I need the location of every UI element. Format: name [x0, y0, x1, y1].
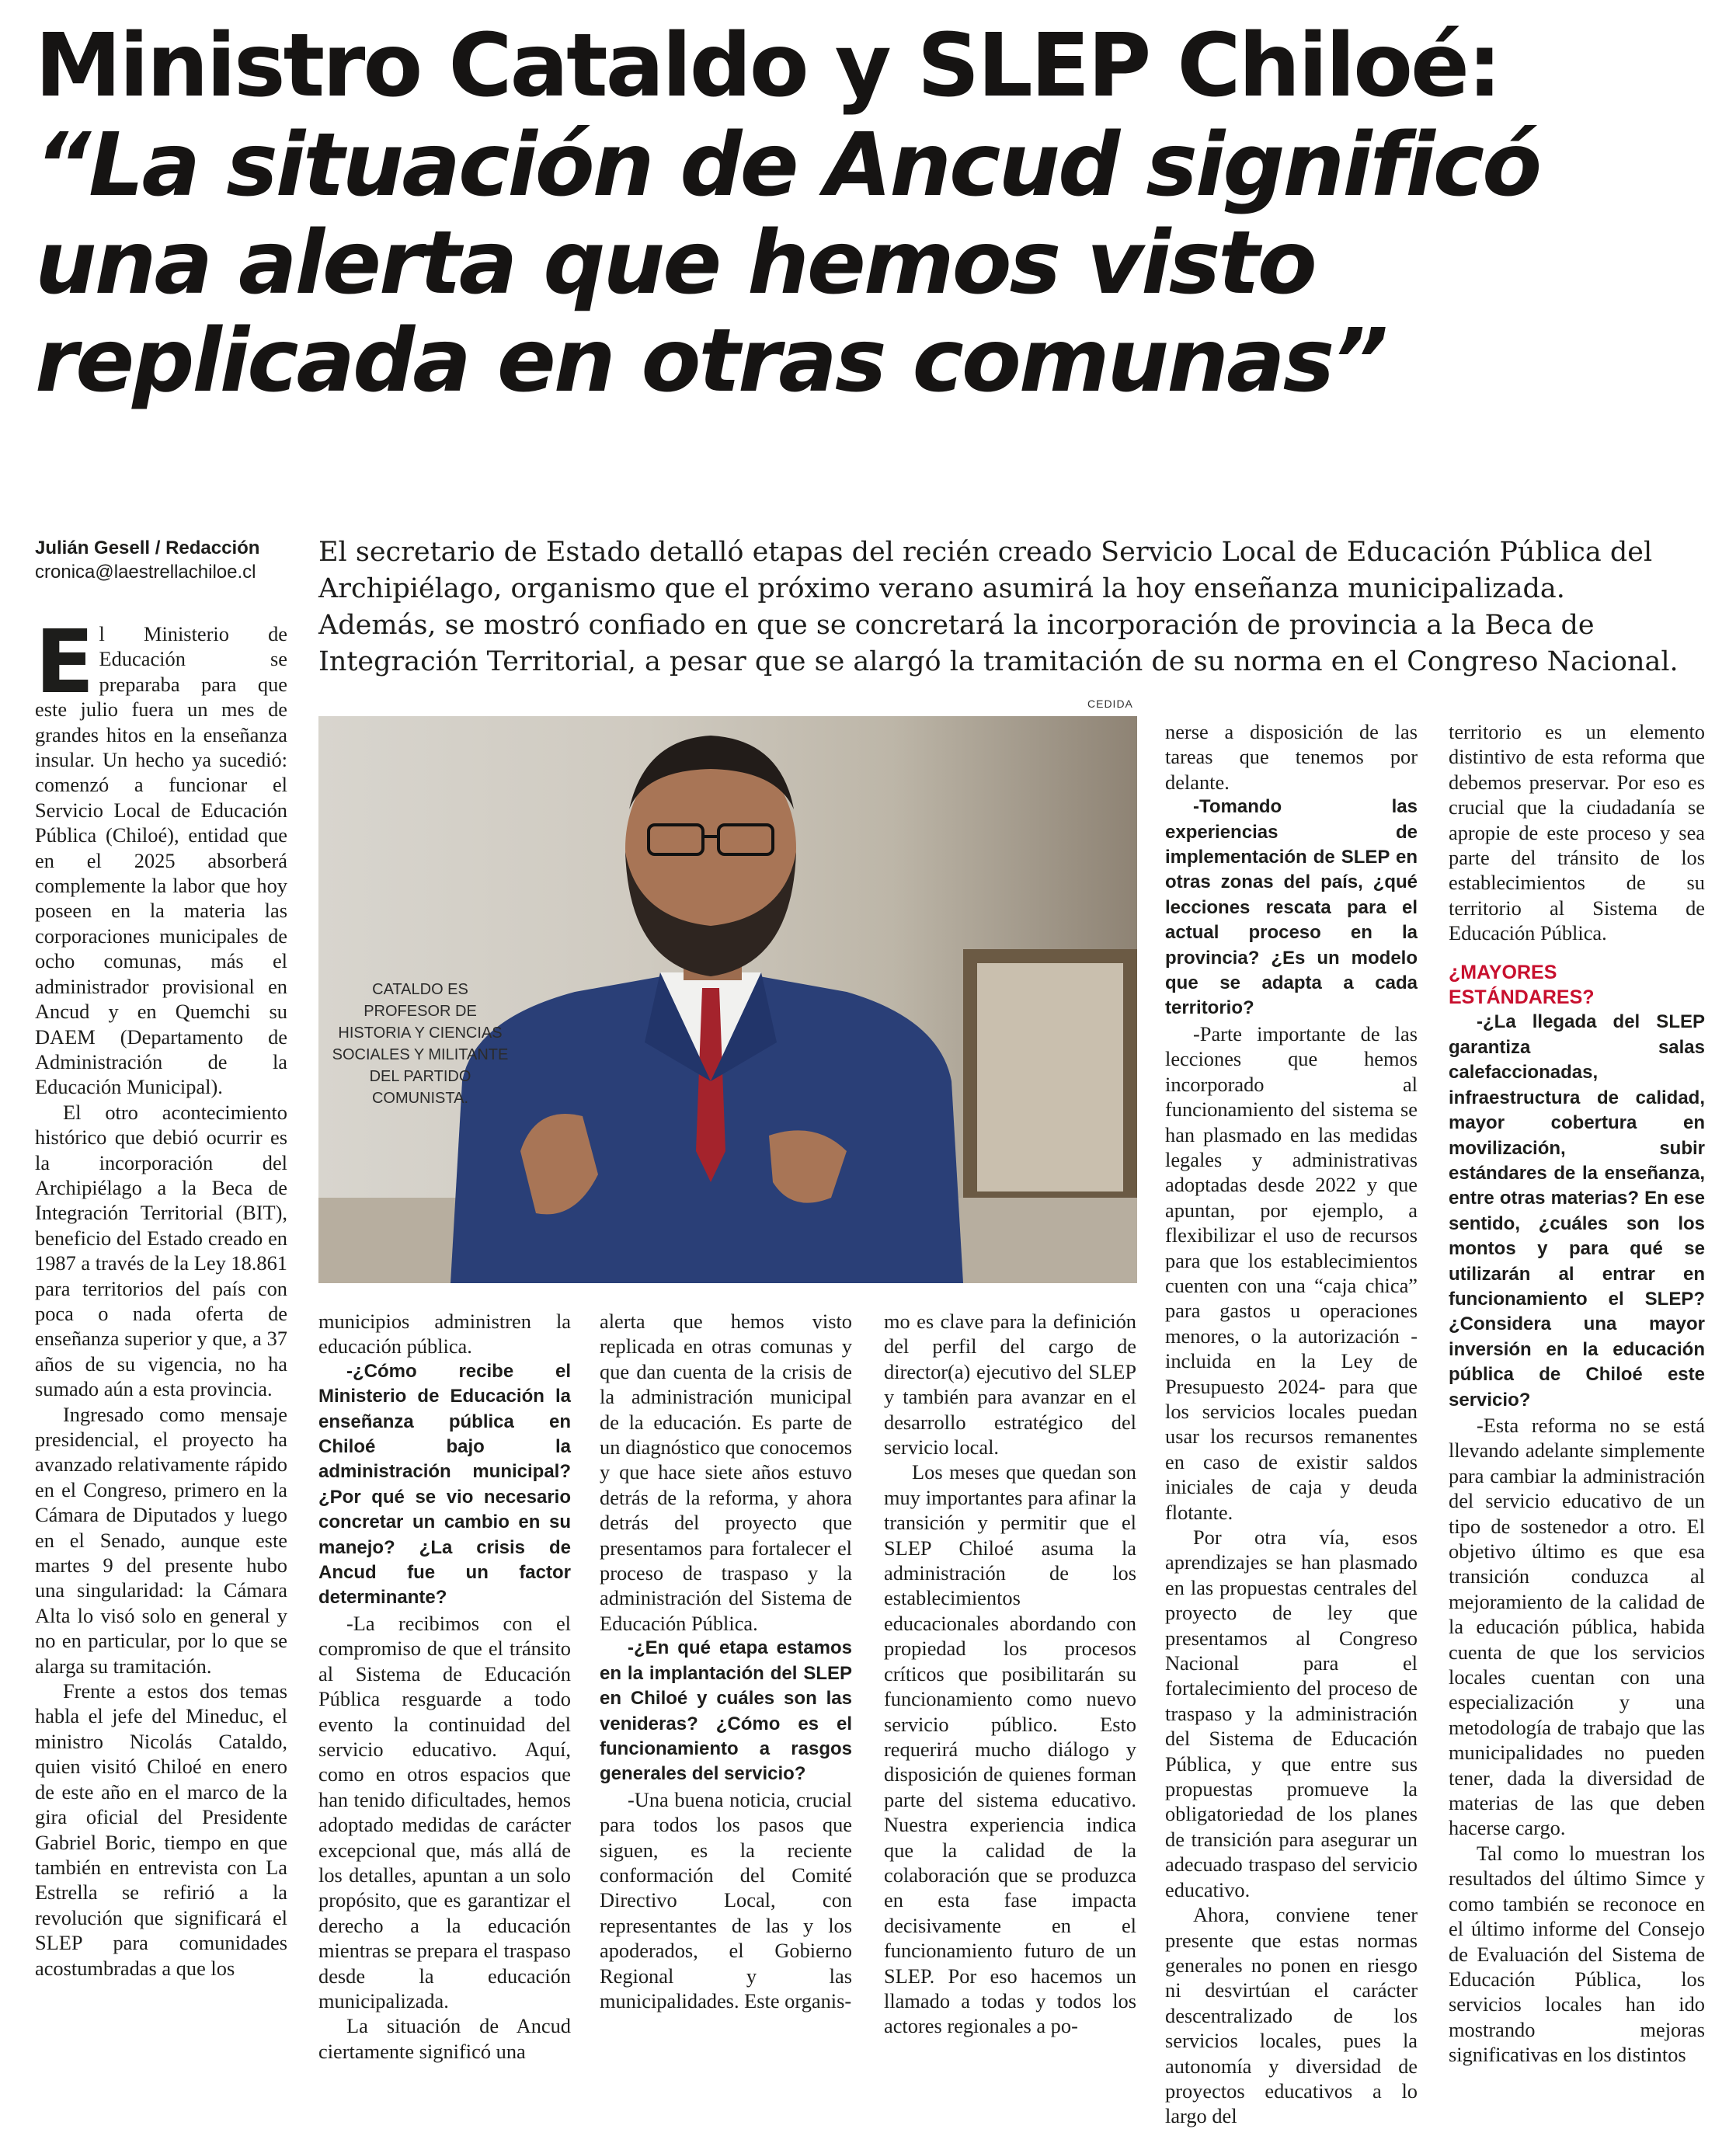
photo-credit: CEDIDA [1087, 697, 1133, 710]
deck-line-4: Integración Territorial, a pesar que se alargó la tramitación de su norma en el Congreso Nacional. [318, 646, 1679, 677]
paragraph: nerse a disposición de las tareas que tenemos por delante. [1165, 720, 1418, 794]
interview-question: -¿En qué etapa estamos en la implantación del SLEP en Chiloé y cuáles son las venideras? ¿Cómo es el funcionamiento a rasgos generales del servicio? [600, 1637, 852, 1785]
paragraph: La situación de Ancud ciertamente significó una [318, 2014, 571, 2063]
paragraph: -La recibimos con el compromiso de que el tránsito al Sistema de Educación Pública resguarde a todo evento la continuidad del servicio educativo. Aquí, como en otros espacios que han tenido dificultades, hemos adoptado medidas de carácter excepcional que, más allá de los detalles, apuntan a un solo propósito, que es garantizar el derecho a la educación mientras se prepara el traspaso desde la educación municipalizada. [318, 1611, 571, 2012]
paragraph: mo es clave para la definición del perfil del cargo de director(a) ejecutivo del SLEP y también para avanzar en el desarrollo estratégico del servicio local. [884, 1310, 1136, 1459]
paragraph: Los meses que quedan son muy importantes para afinar la transición y permitir que el SLEP Chiloé asuma la administración de los establecimientos educacionales abordando con propiedad los procesos críticos que posibilitarán su funcionamiento como nuevo servicio público. Esto requerirá mucho diálogo y disposición de quienes forman parte del sistema educativo. Nuestra experiencia indica que la calidad de la colaboración que se produzca en esta fase impacta decisivamente en el funcionamiento futuro de un SLEP. Por eso hacemos un llamado a todas y todos los actores regionales a po- [884, 1460, 1136, 2038]
paragraph: -Una buena noticia, crucial para todos los pasos que siguen, es la reciente conformación del Comité Directivo Local, con representantes de las y los apoderados, el Gobierno Regional y las municipalidades. Este organis- [600, 1787, 852, 2012]
article-photo [318, 716, 1137, 1283]
paragraph: Ingresado como mensaje presidencial, el proyecto ha avanzado relativamente rápido en el Congreso, primero en la Cámara de Diputados y luego en el Senado, aunque este martes 9 del presente hubo una singularidad: la Cámara Alta lo visó solo en general y no en particular, por lo que se alarga su tramitación. [35, 1402, 287, 1678]
deck-line-3: Además, se mostró confiado en que se concretará la incorporación de provincia a la Beca de [318, 610, 1595, 641]
dropcap: E [35, 612, 95, 713]
headline-line-2: “La situación de Ancud significó [35, 115, 1540, 216]
article-column-4 [884, 1309, 1136, 2058]
headline [35, 16, 1713, 410]
paragraph [35, 612, 287, 1100]
paragraph: Tal como lo muestran los resultados del último Simce y como también se reconoce en el último informe del Consejo de Evaluación del Sistema de Educación Pública, los servicios locales han ido mostrando mejoras significativas en los distintos [1449, 1841, 1705, 2067]
interview-question: -Tomando las experiencias de implementación de SLEP en otras zonas del país, ¿qué lecciones rescata para el actual proceso en la provincia? ¿Es un modelo que se adapta a cada territorio? [1165, 796, 1418, 1019]
paragraph: Ahora, conviene tener presente que estas normas generales no ponen en riesgo ni desvirtúan el carácter descentralizado de los servicios locales, pues la autonomía y diversidad de proyectos educativos a lo largo del [1165, 1903, 1418, 2128]
article-column-5 [1165, 719, 1418, 2128]
byline [35, 536, 299, 584]
paragraph: El otro acontecimiento histórico que debió ocurrir es la incorporación del Archipiélago a la Beca de Integración Territorial (BIT), beneficio del Estado creado en 1987 a través de la Ley 18.861 para territorios del país con poca o nada oferta de enseñanza superior y que, a 37 años de su vigencia, no ha sumado aún a esta provincia. [35, 1100, 287, 1401]
paragraph: Por otra vía, esos aprendizajes se han plasmado en las propuestas centrales del proyecto de ley que presentamos al Congreso Nacional para el fortalecimiento del proceso de traspaso y la administración del Sistema de Educación Pública, y que entre sus propuestas promueve la obligatoriedad de los planes de transición para asegurar un adecuado traspaso del servicio educativo. [1165, 1525, 1418, 1901]
section-subhead: ¿MAYORES ESTÁNDARES? [1449, 961, 1595, 1009]
paragraph: -Esta reforma no se está llevando adelante simplemente para cambiar la administración del servicio educativo de un tipo de sostenedor a otro. El objetivo último es que esa transición conduzca al mejoramiento de la calidad de la educación pública, habida cuenta de que los servicios locales cuentan con una especialización y una metodología de trabajo que las municipalidades no pueden tener, dada la diversidad de materias de las que deben hacerse cargo. [1449, 1413, 1705, 1840]
deck [318, 534, 1717, 680]
paragraph: municipios administren la educación pública. [318, 1310, 571, 1358]
byline-author: Julián Gesell / Redacción [35, 537, 260, 558]
interview-question: -¿Cómo recibe el Ministerio de Educación la enseñanza pública en Chiloé bajo la administración municipal? ¿Por qué se vio necesario concretar un cambio en su manejo? ¿La crisis de Ancud fue un factor determinante? [318, 1360, 571, 1609]
article-column-1 [35, 612, 287, 2058]
article-column-3 [600, 1309, 852, 2058]
article-column-2 [318, 1309, 571, 2063]
byline-email: cronica@laestrellachiloe.cl [35, 562, 256, 583]
deck-line-2: Archipiélago, organismo que el próximo verano asumirá la hoy enseñanza municipalizada. [318, 573, 1565, 604]
headline-line-4: replicada en otras comunas” [35, 311, 1386, 412]
article-column-6 [1449, 719, 1705, 2067]
headline-line-3: una alerta que hemos visto [35, 213, 1315, 314]
paragraph: Frente a estos dos temas habla el jefe del Mineduc, el ministro Nicolás Cataldo, quien visitó Chiloé en enero de este año en el marco de la gira oficial del Presidente Gabriel Boric, tiempo en que también en entrevista con La Estrella se refirió a la revolución que significará el SLEP para comunidades acostumbradas a que los [35, 1679, 287, 1980]
deck-line-1: El secretario de Estado detalló etapas del recién creado Servicio Local de Educación Pública del [318, 537, 1653, 568]
paragraph: -Parte importante de las lecciones que hemos incorporado al funcionamiento del sistema se han plasmado en las medidas legales y administrativas adoptadas desde 2022 y que apuntan, por ejemplo, a flexibilizar el uso de recursos para que los establecimientos cuenten con una “caja chica” para gastos u operaciones menores, o la autorización -incluida en la Ley de Presupuesto 2024- para que los servicios locales puedan usar los recursos remanentes en caso de existir saldos iniciales de caja y deuda flotante. [1165, 1021, 1418, 1524]
paragraph: alerta que hemos visto replicada en otras comunas y que dan cuenta de la crisis de la administración municipal de la educación. Es parte de un diagnóstico que conocemos y que hace siete años estuvo detrás de la reforma, y ahora detrás del proyecto que presentamos para fortalecer el proceso de traspaso y la administración del Sistema de Educación Pública. [600, 1310, 852, 1635]
photo-caption: CATALDO ES PROFESOR DE HISTORIA Y CIENCIAS SOCIALES Y MILITANTE DEL PARTIDO COMUNISTA. [332, 981, 509, 1107]
interview-question: -¿La llegada del SLEP garantiza salas calefaccionadas, infraestructura de calidad, mayor cobertura en movilización, subir estándares de la enseñanza, entre otras materias? En ese sentido, ¿cuáles son los montos y para qué se utilizarán al entrar en funcionamiento el SLEP? ¿Considera una mayor inversión en la educación pública de Chiloé este servicio? [1449, 1011, 1705, 1411]
paragraph: territorio es un elemento distintivo de esta reforma que debemos preservar. Por eso es crucial que la ciudadanía se apropie de este proceso y sea parte del tránsito de los establecimientos de su territorio al Sistema de Educación Pública. [1449, 720, 1705, 945]
paragraph-text: l Ministerio de Educación se preparaba para que este julio fuera un mes de grandes hitos en la enseñanza insular. Un hecho ya sucedió: comenzó a funcionar el Servicio Local de Educación Pública (Chiloé), entidad que en el 2025 absorberá complemente la labor que hoy poseen en la materia las corporaciones municipales de ocho comunas, más el administrador provisional en Ancud y en Quemchi su DAEM (Departamento de Administración de la Educación Municipal). [35, 622, 287, 1099]
headline-line-1: Ministro Cataldo y SLEP Chiloé: [35, 16, 1500, 117]
